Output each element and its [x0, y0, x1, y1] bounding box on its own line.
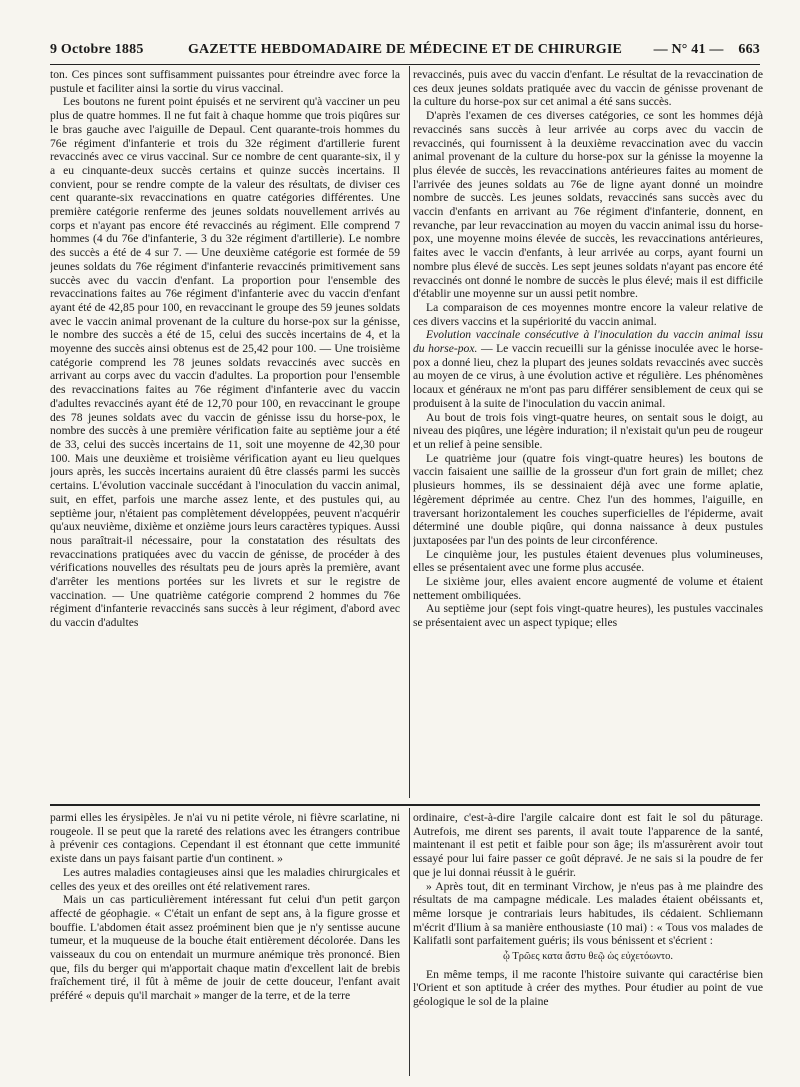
paragraph: D'après l'examen de ces diverses catégories, ce sont les hommes déjà revaccinés sans succès à leur arrivée au corps avec du vaccin de revaccinés, qui fournissent à la deuxième revaccination avec du vaccin animal provenant de la culture du horse-pox sur la génisse la moyenne la plus élevée de succès, les revaccinations antérieures faites au moment de l'arrivée des jeunes soldats au 76e de ligne ayant donné un moindre nombre de succès. Les jeunes soldats, revaccinés sans succès avec du vaccin d'enfants en arrivant au 76e régiment d'infanterie, donnent, en revanche, par leur revaccination au moyen du vaccin animal issu du horse-pox, une moyenne moins élevée de succès, les revaccinations antérieures, faites avec le vaccin d'enfants, à leur arrivée au corps, ayant fourni un nombre plus élevé de succès. Les sept jeunes soldats n'ayant pas encore été revaccinés ont donné le nombre de succès le plus élevé; mais il est difficile d'établir une moyenne sur un aussi petit nombre.: [413, 109, 763, 301]
paragraph: Les boutons ne furent point épuisés et ne servirent qu'à vacciner un peu plus de quatre hommes. Il ne fut fait à chaque homme que trois piqûres sur le bras gauche avec l'aiguille de Depaul. Cent quarante-trois hommes du 76e régiment d'infanterie et trois du 32e régiment d'artillerie furent revaccinés avec ce virus vaccinal. Sur ce nombre de cent quarante-six, il y a eu cinquante-deux succès certains et quinze succès incertains. Il convient, pour se rendre compte de la valeur des résultats, de diviser ces cent quarante-six revaccinations en quatre catégories différentes. Une première catégorie renferme des jeunes soldats nouvellement arrivés au corps et n'ayant pas encore été revaccinés au régiment. Elle comprend 7 hommes (4 du 76e d'infanterie, 3 du 32e régiment d'artillerie). Le nombre des succès a été de 4 sur 7. — Une deuxième catégorie est formée de 59 jeunes soldats du 76e régiment d'infanterie revaccinés primitivement sans succès avec du vaccin d'enfant. La proportion pour l'ensemble des revaccinations faites au 76e régiment d'infanterie avec du vaccin d'enfant ayant été de 42,85 pour 100, en revaccinant le groupe des 59 jeunes soldats avec le vaccin animal provenant de la culture du horse-pox sur la génisse, le nombre des succès a été de 15, celui des succès incertains de 4, et la moyenne des succès ainsi obtenus est de 25,42 pour 100. — Une troisième catégorie comprend les 78 jeunes soldats revaccinés avec succès en arrivant au corps avec du vaccin d'adultes. La proportion pour l'ensemble des revaccinations faites au 76e régiment d'infanterie avec du vaccin d'adultes revaccinés ayant été de 12,70 pour 100, en revaccinant le groupe des 78 jeunes soldats avec du vaccin de génisse issu du horse-pox, le nombre des succès à une première vérification faite au septième jour a été de 33, celui des succès incertains de 11, soit une moyenne de 42,30 pour 100. Mais une deuxième et troisième vérification ayant eu lieu quelques jours après, les succès incertains auraient dû être classés parmi les succès certains. L'évolution vaccinale succédant à l'inoculation du vaccin animal, suit, en effet, parfois une marche assez lente, et des pustules qui, au septième jour, n'étaient pas complètement développées, peuvent n'acquérir qu'aux neuvième, dixième et onzième jours leurs caractères typiques. Aussi nous paraîtrait-il nécessaire, pour la constatation des résultats des revaccinations pratiquées avec du vaccin de génisse, de procéder à des vérifications nouvelles des résultats peu de jours après la première, avant d'arrêter les mentions portées sur les livrets et sur le registre de vaccination. — Une quatrième catégorie comprend 2 hommes du 76e régiment d'infanterie revaccinés sans succès à leur régiment, d'abord avec du vaccin d'adultes: [50, 95, 400, 630]
paragraph: Mais un cas particulièrement intéressant fut celui d'un petit garçon affecté de géophagie. « C'était un enfant de sept ans, à la figure grosse et bouffie. L'abdomen était assez proéminent bien que je n'y sentisse aucune tumeur, et la muqueuse de la bouche était entièrement décolorée. Dans les vaisseaux du cou on entendait un murmure anémique très prononcé. Bien que, fils du berger qui m'apportait chaque matin d'excellent lait de brebis fraîchement tiré, il fût à même de jouir de cette douceur, l'enfant avait préféré « depuis qu'il marchait » manger de la terre, et de la terre: [50, 893, 400, 1003]
paragraph: » Après tout, dit en terminant Virchow, je n'eus pas à me plaindre des résultats de ma campagne médicale. Les malades étaient obéissants et, même lorsque je contrariais leurs habitudes, ils cédaient. Schliemann m'écrit d'Ilium à sa manière enthousiaste (10 mai) : « Tous vos malades de Kalifatli sont parfaitement guéris; ils vous bénissent et s'écrient :: [413, 879, 763, 948]
header-issue: — N° 41 —: [653, 42, 724, 57]
paragraph: Au septième jour (sept fois vingt-quatre heures), les pustules vaccinales se présentaient avec un aspect typique; elles: [413, 602, 763, 630]
section-heading: Evolution vaccinale consécutive à l'inoculation du vaccin animal issu du horse-pox.: [413, 328, 763, 356]
paragraph: Les autres maladies contagieuses ainsi que les maladies chirurgicales et celles des yeux et des oreilles ont été relativement rares.: [50, 865, 400, 893]
column-separator-top: [409, 66, 410, 798]
paragraph: Le cinquième jour, les pustules étaient devenues plus volumineuses, elles se présentaient avec une forme plus accusée.: [413, 547, 763, 575]
paragraph: Le sixième jour, elles avaient encore augmenté de volume et étaient nettement ombiliquées.: [413, 575, 763, 602]
section-text: — Le vaccin recueilli sur la génisse inoculée avec le horse-pox a donné lieu, chez la plupart des jeunes soldats revaccinés avec succès au moyen de ce virus, à une évolution active et régulière. Les phénomènes locaux et généraux ne m'ont pas paru différer sensiblement de ceux qui se produisent à la suite de l'inoculation du vaccin animal.: [413, 342, 763, 410]
paragraph: En même temps, il me raconte l'histoire suivante qui caractérise bien l'Orient et son aptitude à créer des mythes. Pour étudier au point de vue géologique le sol de la plaine: [413, 967, 763, 1009]
header-issue-page: [654, 42, 760, 58]
top-right-column: [413, 68, 763, 798]
header-date: 9 Octobre 1885: [50, 42, 144, 57]
paragraph: Le quatrième jour (quatre fois vingt-quatre heures) les boutons de vaccin faisaient une saillie de la grosseur d'un fort grain de millet; chez plusieurs hommes, ils se dessinaient déjà avec une forme aplatie, légèrement déprimée au centre. Chez l'un des hommes, l'aiguille, en traversant horizontalement les couches superficielles de l'épiderme, avait déterminé une double piqûre, qui donna naissance à deux pustules juxtaposées par l'un des points de leur circonférence.: [413, 451, 763, 547]
paragraph: ton. Ces pinces sont suffisamment puissantes pour étreindre avec force la pustule et faciliter ainsi la sortie du virus vaccinal.: [50, 68, 400, 95]
section-paragraph: [413, 328, 763, 410]
running-header: [50, 40, 760, 62]
paragraph: La comparaison de ces moyennes montre encore la valeur relative de ces divers vaccins et la supériorité du vaccin animal.: [413, 300, 763, 328]
column-separator-bottom: [409, 808, 410, 1076]
paragraph: parmi elles les érysipèles. Je n'ai vu ni petite vérole, ni fièvre scarlatine, ni rougeole. Il se peut que la rareté des relations avec les étrangers contribue à prévenir ces contagions. Cependant il est étonnant que cette immunité existe dans un pays faisant partie d'un continent. »: [50, 811, 400, 866]
paragraph: ordinaire, c'est-à-dire l'argile calcaire dont est fait le sol du pâturage. Autrefois, me dirent ses parents, il avait toute l'apparence de la santé, maintenant il est petit et faible pour son âge; ils m'assurèrent avoir tout essayé pour lui faire passer ce goût dépravé. Je ne sais si la poudre de fer que je lui donnai réussit à le guérir.: [413, 811, 763, 879]
greek-quotation: ᾧ Τρῶες κατα ἄστυ θεῷ ὡς εὐχετόωντο.: [503, 951, 673, 963]
bottom-right-column: [413, 811, 763, 1077]
bottom-left-column: [50, 811, 400, 1077]
header-title: GAZETTE HEBDOMADAIRE DE MÉDECINE ET DE CHIRURGIE: [187, 42, 623, 57]
paragraph: revaccinés, puis avec du vaccin d'enfant. Le résultat de la revaccination de ces deux jeunes soldats pratiquée avec du vaccin de génisse provenant de la culture du horse-pox sur cet animal a été sans succès.: [413, 68, 763, 109]
top-left-column: [50, 68, 400, 798]
header-page-number: 663: [738, 42, 760, 57]
section-rule: [50, 804, 760, 806]
header-rule: [50, 64, 760, 65]
paragraph: Au bout de trois fois vingt-quatre heures, on sentait sous le doigt, au niveau des piqûres, une légère induration; il n'existait qu'un peu de rougeur et un relief à peine sensible.: [413, 410, 763, 451]
